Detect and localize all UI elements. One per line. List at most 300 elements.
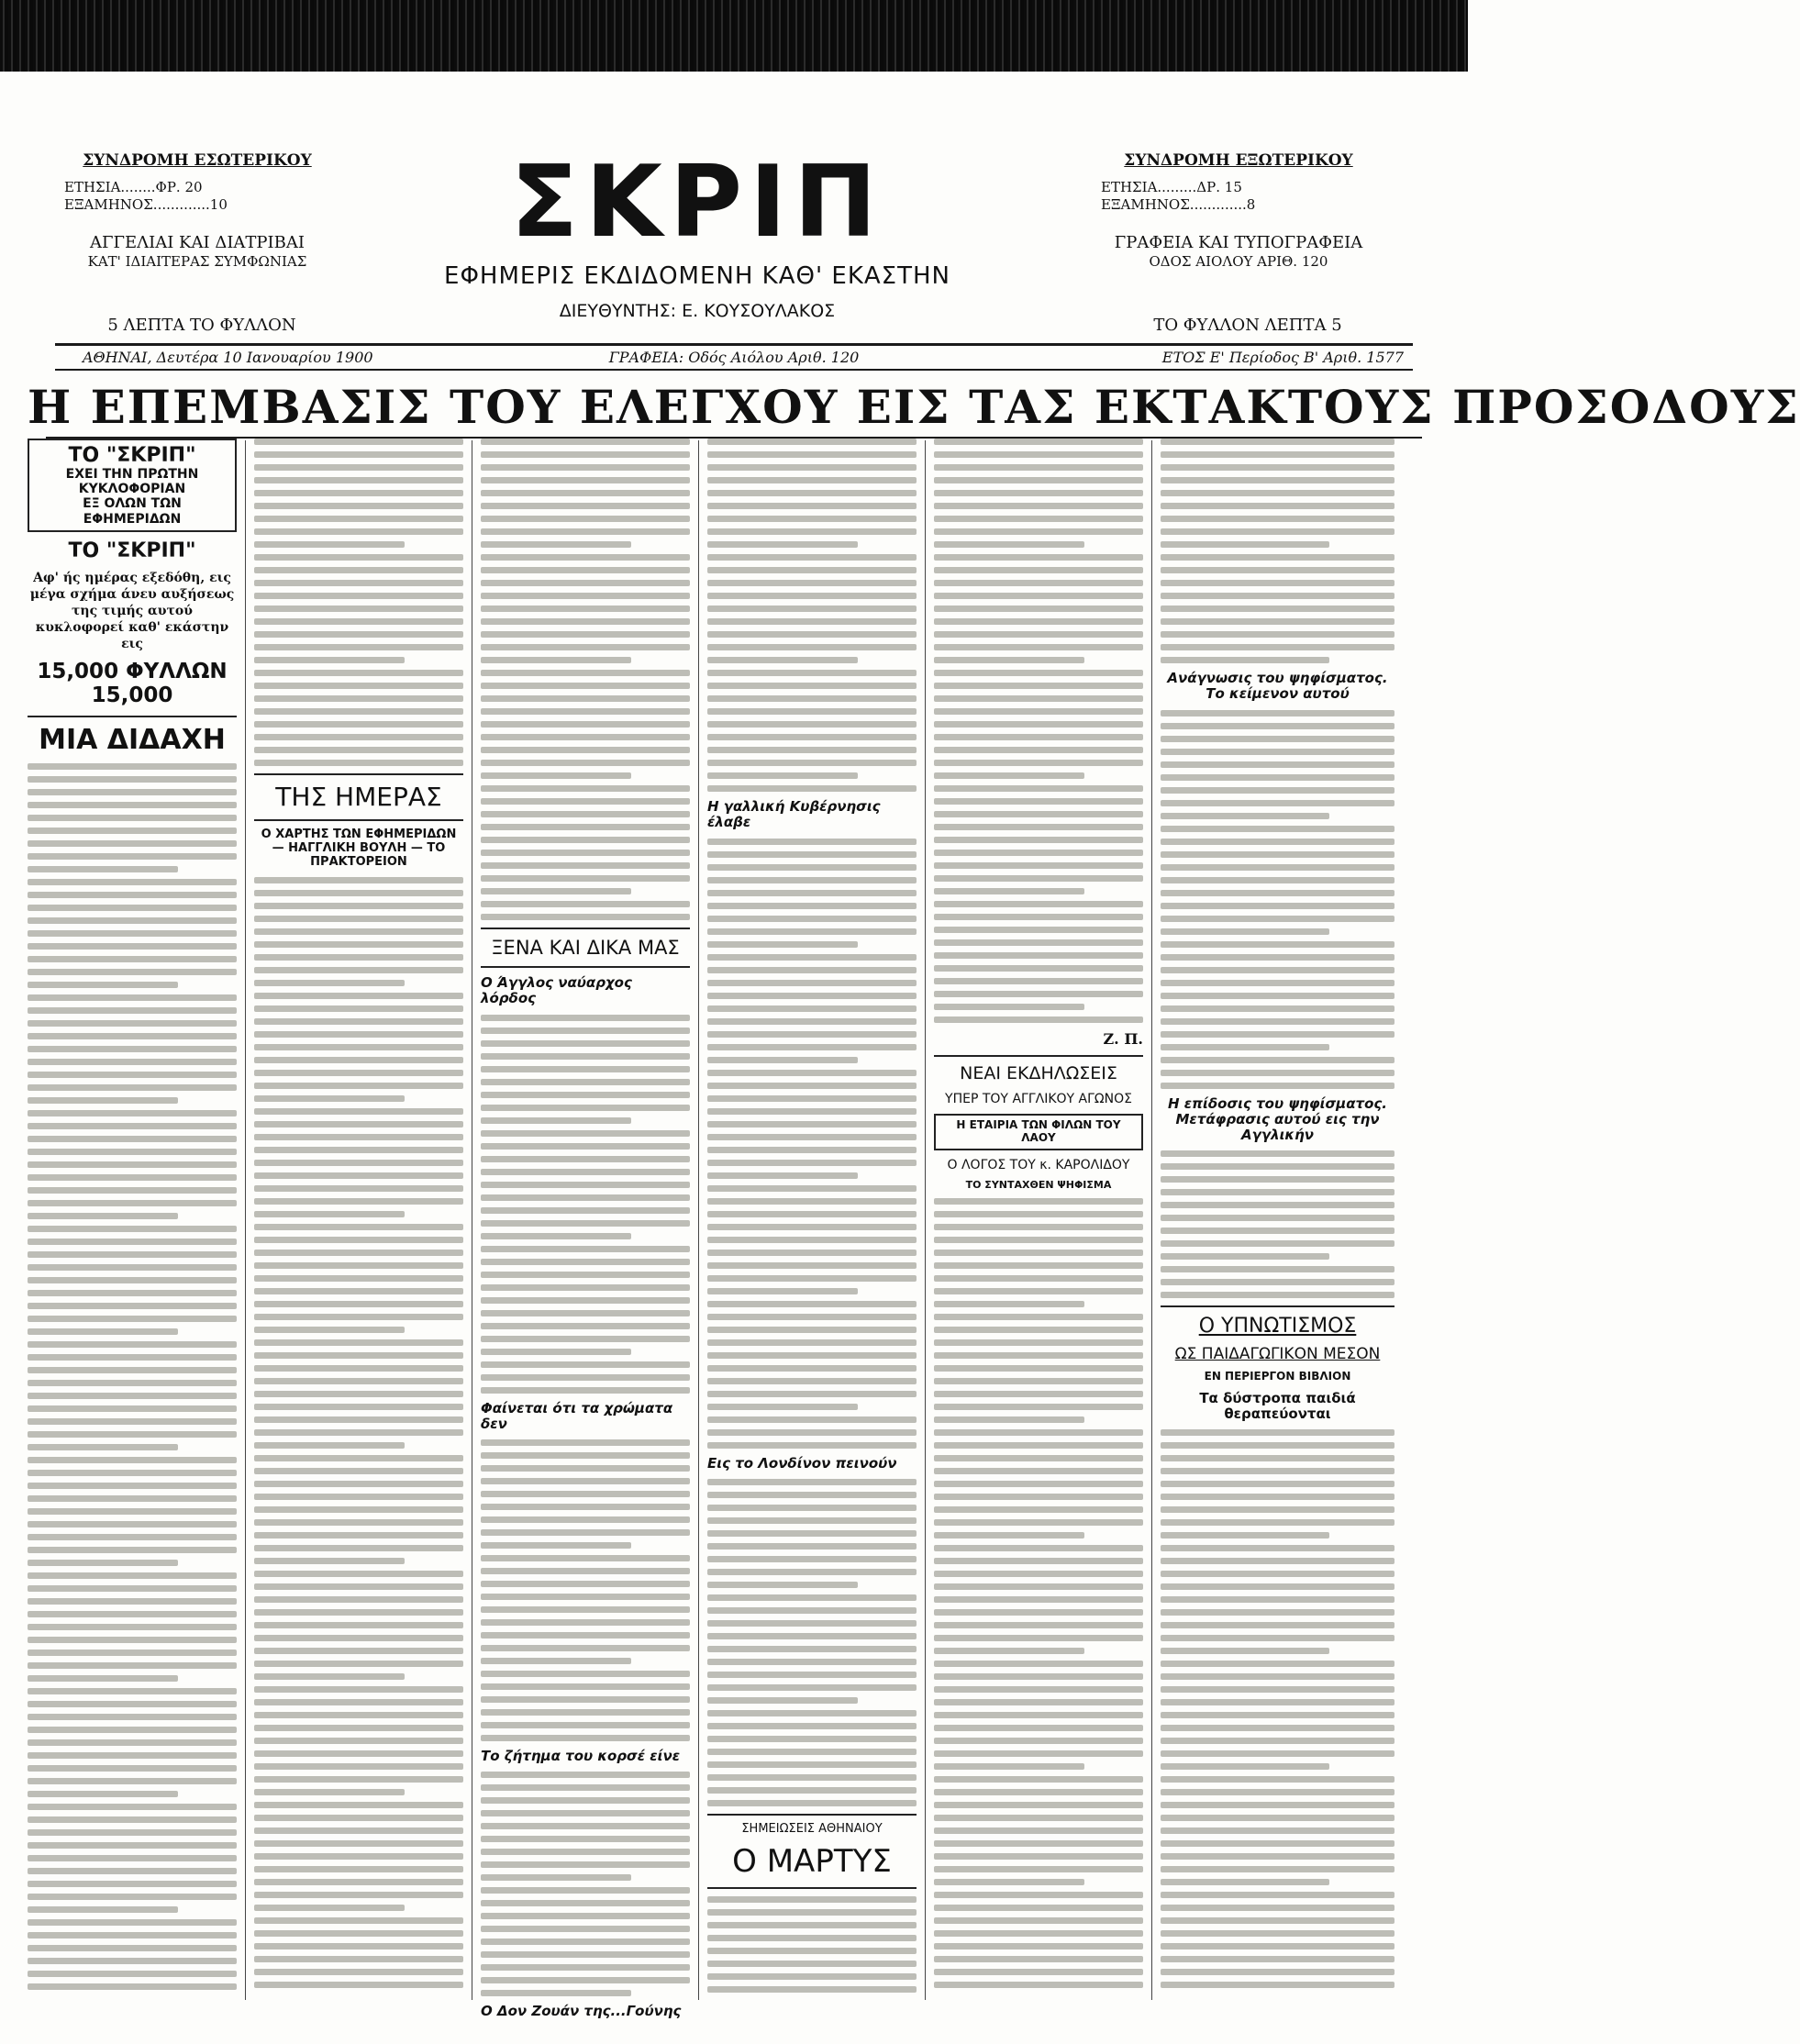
text-line [254, 1416, 463, 1423]
dateline-office: ΓΡΑΦΕΙΑ: Οδός Αιόλου Αριθ. 120 [608, 349, 860, 366]
dateline-date: ΑΘΗΝΑΙ, Δευτέρα 10 Ιανουαρίου 1900 [83, 349, 373, 366]
article-body-o-martys [707, 1896, 917, 1993]
text-line [254, 567, 463, 573]
text-line [934, 1738, 1143, 1744]
text-line [254, 747, 463, 753]
text-line [481, 1028, 690, 1034]
text-line [934, 1725, 1143, 1731]
text-line [1161, 1763, 1329, 1770]
text-line [481, 657, 631, 663]
news-item-heading: Η γαλλική Κυβέρνησις έλαβε [707, 798, 881, 831]
text-line [481, 1887, 690, 1894]
text-line [934, 1275, 1143, 1282]
text-line [707, 1301, 917, 1307]
text-line [28, 1418, 237, 1425]
text-line [1161, 749, 1394, 755]
text-line [934, 1404, 1143, 1410]
office-heading: ΓΡΑΦΕΙΑ ΚΑΙ ΤΥΠΟΓΡΑΦΕΙΑ [1114, 233, 1363, 252]
text-line [254, 1879, 463, 1885]
text-line [28, 1906, 178, 1913]
text-line [707, 1121, 917, 1128]
text-line [1161, 1163, 1394, 1170]
text-line [1161, 1943, 1394, 1950]
dateline-issue: ΕΤΟΣ Ε' Περίοδος Β' Αριθ. 1577 [1161, 349, 1404, 366]
text-line [934, 683, 1143, 689]
text-line [1161, 1057, 1394, 1063]
text-line [254, 1956, 463, 1962]
text-line [28, 1650, 237, 1656]
text-line [934, 1853, 1143, 1860]
text-line [707, 1492, 917, 1498]
text-line [934, 1840, 1143, 1847]
circulation-box [28, 439, 237, 532]
text-line [1161, 1506, 1394, 1513]
text-line [28, 969, 237, 975]
text-line [934, 1442, 1143, 1449]
text-line [481, 490, 690, 496]
text-line [481, 772, 631, 779]
text-line [28, 1264, 237, 1271]
text-line [934, 747, 1143, 753]
text-line [934, 1789, 1143, 1795]
text-line [481, 1594, 690, 1600]
text-line [934, 1250, 1143, 1256]
text-line [707, 1083, 917, 1089]
text-line [28, 789, 237, 795]
text-line [254, 644, 463, 650]
text-line [28, 1328, 178, 1335]
text-line [1161, 941, 1394, 948]
circulation-box-line2: ΕΞ ΟΛΩΝ ΤΩΝ ΕΦΗΜΕΡΙΔΩΝ [83, 496, 182, 527]
text-line [28, 1611, 237, 1617]
text-line [707, 528, 917, 535]
text-line [934, 1391, 1143, 1397]
text-line [481, 1284, 690, 1291]
text-line [1161, 1571, 1394, 1577]
text-line [1161, 631, 1394, 638]
text-line [481, 1182, 690, 1188]
text-line [934, 477, 1143, 483]
text-line [481, 1658, 631, 1664]
text-line [707, 721, 917, 728]
section-title-xena-kai-dika: ΞΕΝΑ ΚΑΙ ΔΙΚΑ ΜΑΣ [491, 937, 680, 959]
text-line [254, 1866, 463, 1872]
text-line [254, 734, 463, 740]
text-line [254, 1031, 463, 1038]
text-line [1161, 657, 1329, 663]
article-title-line3: ΕΝ ΠΕΡΙΕΡΓΟΝ ΒΙΒΛΙΟΝ [1204, 1370, 1351, 1383]
text-line [1161, 1750, 1394, 1757]
text-line [707, 1684, 917, 1691]
text-line [28, 1239, 237, 1245]
subscription-foreign [1101, 152, 1376, 271]
text-line [28, 1213, 178, 1219]
text-line [28, 1277, 237, 1283]
text-line [934, 850, 1143, 856]
text-line [934, 1763, 1084, 1770]
text-line [934, 580, 1143, 586]
text-line [707, 1594, 917, 1601]
text-line [707, 618, 917, 625]
text-line [934, 644, 1143, 650]
text-line [707, 605, 917, 612]
text-line [28, 1007, 237, 1014]
text-line [1161, 1429, 1394, 1436]
text-line [28, 1572, 237, 1579]
text-line [1161, 954, 1394, 961]
text-line [707, 772, 858, 779]
text-line [254, 1776, 463, 1783]
text-line [1161, 1545, 1394, 1551]
text-line [707, 580, 917, 586]
text-line [28, 1752, 237, 1759]
text-line [481, 1349, 631, 1355]
text-line [481, 1194, 690, 1201]
text-line [707, 1070, 917, 1076]
text-line [254, 1815, 463, 1821]
text-line [934, 1776, 1143, 1783]
text-line [1161, 1827, 1394, 1834]
text-line [254, 1365, 463, 1372]
text-line [1161, 1558, 1394, 1564]
text-line [707, 1479, 917, 1485]
text-line [28, 1662, 237, 1669]
text-line [481, 1336, 690, 1342]
text-line [707, 683, 917, 689]
text-line [934, 1237, 1143, 1243]
text-line [481, 1632, 690, 1639]
text-line [254, 439, 463, 445]
text-line [28, 1290, 237, 1296]
article-subtitle: Τα δύστροπα παιδιά θεραπεύονται [1199, 1389, 1356, 1423]
text-line [1161, 1609, 1394, 1616]
text-line [481, 439, 690, 445]
circulation-text: Αφ' ής ημέρας εξεδόθη, εις μέγα σχήμα άνευ αυξήσεως της τιμής αυτού κυκλοφορεί καθ' εκάστην εις [29, 570, 235, 651]
text-line [481, 1323, 690, 1329]
text-line [707, 477, 917, 483]
column-1 [28, 439, 237, 1998]
text-line [934, 1532, 1084, 1539]
text-line [481, 644, 690, 650]
text-line [934, 1827, 1143, 1834]
text-line [1161, 787, 1394, 794]
text-line [28, 1791, 178, 1797]
text-line [28, 1393, 237, 1399]
text-line [481, 862, 690, 869]
text-line [934, 1004, 1084, 1010]
text-line [28, 1688, 237, 1694]
text-line [934, 1943, 1143, 1950]
text-line [254, 1185, 463, 1192]
text-line [934, 1494, 1143, 1500]
text-line [28, 1059, 237, 1065]
text-line [481, 888, 631, 894]
text-line [481, 1465, 690, 1472]
text-line [707, 1896, 917, 1903]
text-line [254, 1712, 463, 1718]
text-line [254, 993, 463, 999]
text-line [934, 1211, 1143, 1217]
text-line [254, 1378, 463, 1384]
text-line [481, 1529, 690, 1536]
text-line [707, 747, 917, 753]
section-title-tis-imeras: ΤΗΣ ΗΜΕΡΑΣ [275, 782, 442, 812]
text-line [254, 1802, 463, 1808]
text-line [28, 1149, 237, 1155]
ads-heading: ΑΓΓΕΛΙΑΙ ΚΑΙ ΔΙΑΤΡΙΒΑΙ [89, 233, 305, 252]
text-line [28, 1136, 237, 1142]
section-heading: Η επίδοσις του ψηφίσματος. Μετάφρασις αυτού εις την Αγγλικήν [1168, 1094, 1387, 1143]
text-line [481, 618, 690, 625]
text-line [934, 1917, 1143, 1924]
text-line [254, 1198, 463, 1205]
text-line [1161, 1031, 1394, 1038]
text-line [481, 914, 690, 920]
article-body-col5-top [934, 439, 1143, 1023]
foreign-rate-annual: ΕΤΗΣΙΑ.........ΔΡ. 15 [1101, 179, 1242, 195]
text-line [1161, 1699, 1394, 1705]
text-line [481, 875, 690, 882]
text-line [481, 837, 690, 843]
text-line [254, 941, 463, 948]
text-line [1161, 1686, 1394, 1693]
text-line [1161, 1083, 1394, 1089]
text-line [28, 776, 237, 783]
text-line [481, 503, 690, 509]
text-line [1161, 710, 1394, 717]
news-item-body [707, 839, 917, 1449]
text-line [481, 1310, 690, 1316]
text-line [707, 1787, 917, 1794]
text-line [28, 1495, 237, 1502]
text-line [481, 1797, 690, 1804]
text-line [934, 1892, 1143, 1898]
article-title-mia-didachi: ΜΙΑ ΔΙΔΑΧΗ [39, 723, 226, 756]
text-line [707, 631, 917, 638]
text-line [1161, 980, 1394, 986]
text-line [481, 734, 690, 740]
text-line [254, 1057, 463, 1063]
subscription-domestic [64, 152, 330, 271]
text-line [707, 1633, 917, 1639]
separator [934, 1055, 1143, 1057]
text-line [28, 943, 237, 950]
text-line [254, 1404, 463, 1410]
text-line [28, 1200, 237, 1206]
domestic-rate-annual: ΕΤΗΣΙΑ........ΦΡ. 20 [64, 179, 203, 195]
box-title: ΝΕΑΙ ΕΚΔΗΛΩΣΕΙΣ [960, 1063, 1117, 1083]
text-line [707, 1697, 858, 1704]
text-line [481, 1823, 690, 1829]
text-line [254, 1275, 463, 1282]
text-line [707, 708, 917, 715]
text-line [707, 1517, 917, 1524]
text-line [934, 888, 1084, 894]
text-line [707, 1262, 917, 1269]
text-line [254, 554, 463, 561]
text-line [28, 1637, 237, 1643]
text-line [1161, 1725, 1394, 1731]
text-line [28, 982, 178, 988]
text-line [1161, 605, 1394, 612]
text-line [707, 1044, 917, 1050]
text-line [1161, 800, 1394, 806]
text-line [28, 1431, 237, 1438]
text-line [707, 980, 917, 986]
text-line [934, 1198, 1143, 1205]
text-line [1161, 1982, 1394, 1988]
text-line [1161, 1930, 1394, 1937]
text-line [1161, 1468, 1394, 1474]
text-line [1161, 1917, 1394, 1924]
text-line [254, 1134, 463, 1140]
text-line [481, 631, 690, 638]
text-line [481, 1066, 690, 1072]
text-line [481, 811, 690, 817]
article-title-o-martys: Ο ΜΑΡΤΥΣ [732, 1842, 892, 1880]
text-line [28, 1804, 237, 1810]
text-line [1161, 1494, 1394, 1500]
text-line [481, 1207, 690, 1214]
text-line [934, 1956, 1143, 1962]
text-line [28, 905, 237, 911]
text-line [481, 850, 690, 856]
text-line [1161, 541, 1329, 548]
text-line [254, 721, 463, 728]
text-line [481, 1246, 690, 1252]
text-line [28, 853, 237, 860]
article-body-col5-bottom [934, 1198, 1143, 1988]
text-line [254, 967, 463, 973]
column-divider [1151, 440, 1152, 2000]
text-line [481, 1836, 690, 1842]
text-line [254, 695, 463, 702]
text-line [28, 917, 237, 924]
text-line [254, 1943, 463, 1950]
text-line [481, 1259, 690, 1265]
box-line: Ο ΛΟΓΟΣ ΤΟΥ κ. ΚΑΡΟΛΙΔΟΥ [947, 1157, 1130, 1172]
text-line [1161, 1455, 1394, 1461]
text-line [1161, 1150, 1394, 1157]
text-line [254, 593, 463, 599]
column-divider [245, 440, 246, 2000]
text-line [481, 1105, 690, 1111]
text-line [254, 1673, 405, 1680]
column-5 [934, 439, 1143, 1998]
text-line [28, 1894, 237, 1900]
text-line [1161, 1044, 1329, 1050]
text-line [28, 763, 237, 770]
text-line [481, 1606, 690, 1613]
text-line [1161, 967, 1394, 973]
text-line [254, 1147, 463, 1153]
text-line [1161, 761, 1394, 768]
separator [481, 928, 690, 929]
text-line [934, 1622, 1143, 1628]
text-line [1161, 723, 1394, 729]
text-line [481, 1722, 690, 1728]
text-line [481, 1053, 690, 1060]
text-line [934, 631, 1143, 638]
text-line [481, 1555, 690, 1561]
text-line [934, 1378, 1143, 1384]
text-line [481, 1735, 690, 1741]
text-line [707, 954, 917, 961]
text-line [254, 670, 463, 676]
text-line [707, 657, 858, 663]
text-line [1161, 554, 1394, 561]
text-line [1161, 464, 1394, 471]
text-line [934, 516, 1143, 522]
text-line [481, 1900, 690, 1906]
text-line [481, 1015, 690, 1021]
signature: Ζ. Π. [1103, 1030, 1143, 1048]
text-line [254, 1558, 405, 1564]
text-line [254, 1301, 463, 1307]
text-line [1161, 1189, 1394, 1195]
text-line [481, 1516, 690, 1523]
text-line [481, 1504, 690, 1510]
text-line [481, 798, 690, 805]
text-line [481, 1990, 631, 1996]
text-line [254, 1725, 463, 1731]
text-line [934, 1802, 1143, 1808]
article-body-hypnotismos [1161, 1429, 1394, 1988]
text-line [254, 618, 463, 625]
text-line [934, 1635, 1143, 1641]
text-line [1161, 1442, 1394, 1449]
text-line [1161, 1879, 1329, 1885]
text-line [934, 1571, 1143, 1577]
text-line [1161, 593, 1394, 599]
text-line [1161, 644, 1394, 650]
text-line [28, 1739, 237, 1746]
text-line [481, 1374, 690, 1381]
text-line [481, 605, 690, 612]
text-line [707, 1404, 858, 1410]
text-line [254, 1917, 463, 1924]
text-line [254, 541, 405, 548]
text-line [1161, 477, 1394, 483]
text-line [481, 1387, 690, 1394]
text-line [934, 760, 1143, 766]
text-line [28, 1945, 237, 1951]
text-line [934, 1648, 1084, 1654]
news-item-heading: Ο Άγγλος ναύαρχος λόρδος [481, 974, 632, 1007]
text-line [934, 1609, 1143, 1616]
text-line [481, 516, 690, 522]
text-line [254, 1648, 463, 1654]
text-line [934, 708, 1143, 715]
text-line [254, 1005, 463, 1012]
text-line [1161, 1622, 1394, 1628]
text-line [481, 1117, 631, 1124]
text-line [1161, 1481, 1394, 1487]
text-line [28, 840, 237, 847]
text-line [1161, 490, 1394, 496]
text-line [28, 1341, 237, 1348]
text-line [28, 1560, 178, 1566]
text-line [934, 1365, 1143, 1372]
text-line [707, 1339, 917, 1346]
text-line [28, 1483, 237, 1489]
text-line [1161, 1176, 1394, 1183]
text-line [254, 1442, 405, 1449]
text-line [28, 1881, 237, 1887]
text-line [254, 1853, 463, 1860]
text-line [28, 866, 178, 872]
text-line [934, 1314, 1143, 1320]
